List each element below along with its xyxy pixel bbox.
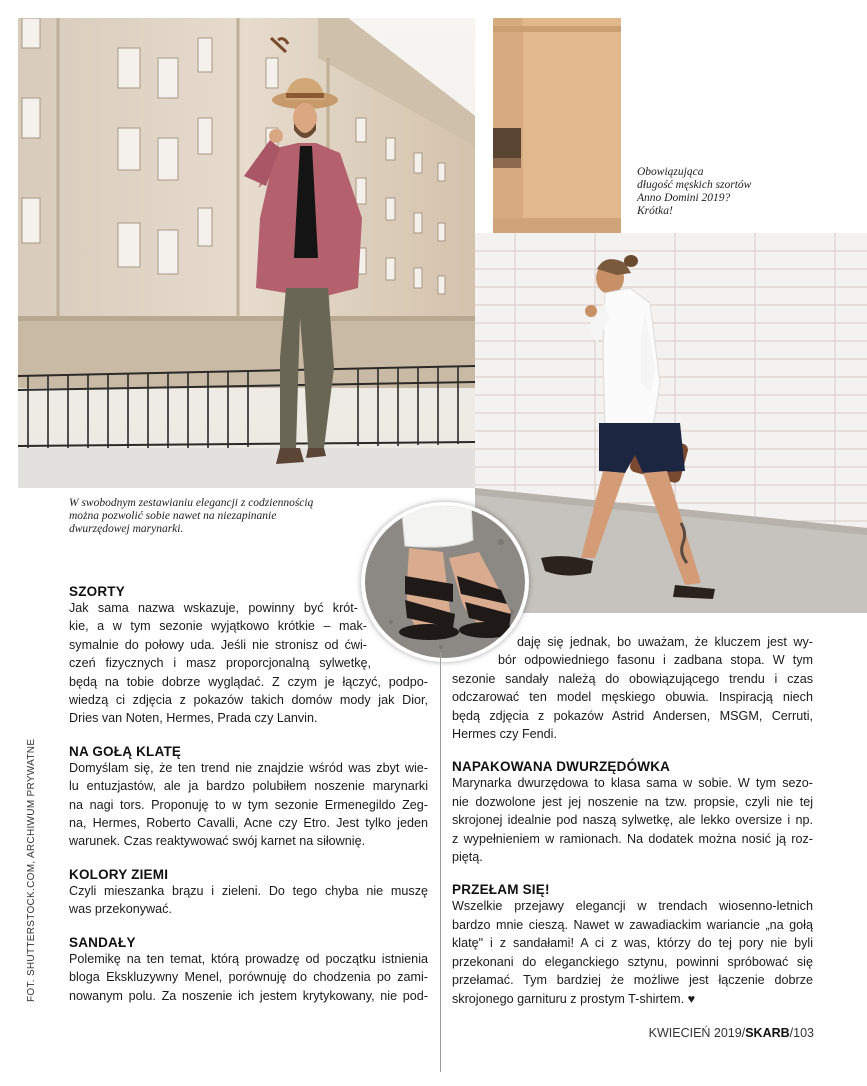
body-line: daję się jednak, bo uważam, że kluczem jest wy-	[517, 635, 813, 649]
body-line: na nagi tors. Proponuję to w tym sezonie Ermenegildo Zeg-	[69, 797, 428, 812]
body-line: warunek. Czas reaktywować swój karnet na siłownię.	[69, 834, 366, 849]
section-heading-na-gola-klate: NA GOŁĄ KLATĘ	[69, 743, 182, 759]
folio-magazine-name: SKARB	[745, 1026, 790, 1040]
body-line: Polemikę na ten temat, którą prowadzę od początku istnienia	[69, 951, 428, 966]
section-heading-przelam-sie: PRZEŁAM SIĘ!	[452, 882, 550, 898]
body-line: przekonani do eleganckiego sztynu, powinni spróbować się	[452, 954, 813, 969]
caption-shorts-length	[637, 166, 751, 218]
body-line: na, Hermes, Roberto Cavalli, Acne czy Etro. Jest tylko jeden	[69, 816, 428, 831]
caption-line: długość męskich szortów	[637, 179, 752, 191]
body-line: skrojonej idealnie pod naszą sylwetkę, ale lekko oversize i np.	[452, 813, 813, 828]
body-line: piętą.	[452, 850, 483, 865]
section-heading-sandaly: SANDAŁY	[69, 934, 136, 950]
folio-page-number: 103	[793, 1026, 814, 1040]
body-line: Domyślam się, że ten trend nie znajdzie wśród was zbyt wie-	[69, 760, 428, 775]
body-line: będą zdjęcia z pokazów Astrid Andersen, MSGM, Cerruti,	[452, 708, 813, 723]
photo-building-corner	[493, 18, 621, 233]
page-folio	[580, 1026, 814, 1040]
body-line: nowanym polu. Za noszenie ich jestem krytykowany, nie pod-	[69, 988, 428, 1003]
caption-line: Anno Domini 2019?	[637, 192, 731, 204]
body-line: Dries van Noten, Hermes, Prada czy Lanvin.	[69, 711, 318, 726]
photo-credit: FOT. SHUTTERSTOCK.COM, ARCHIWUM PRYWATNE	[26, 738, 37, 1002]
left-column	[69, 584, 428, 1005]
body-line: klatę" i z sandałami! A ci z was, którzy do tej pory nie byli	[452, 936, 813, 951]
body-line: was przekonywać.	[69, 902, 172, 917]
caption-line: Obowiązująca	[637, 166, 704, 178]
body-line: bloga Ekskluzywny Menel, porównuję do chodzenia po zami-	[69, 970, 428, 985]
caption-line: dwurzędowej marynarki.	[69, 523, 184, 535]
body-line: kie, a w tym sezonie wyjątkowo krótkie – mak-	[69, 619, 367, 634]
caption-line: W swobodnym zestawianiu elegancji z codziennością	[69, 497, 314, 509]
body-line: skrojonego garnituru z prostym T-shirtem. ♥	[452, 991, 696, 1006]
photo-man-walking-illustration	[475, 233, 867, 613]
body-line: Czyli mieszanka brązu i zieleni. Do tego chyba nie muszę	[69, 883, 428, 898]
body-line: nie dozwolone jest jej noszenie na tzw. propsie, czyli nie tej	[452, 794, 813, 809]
caption-double-breasted	[69, 497, 313, 536]
folio-month-year: KWIECIEŃ 2019	[648, 1026, 742, 1040]
photo-man-walking	[475, 233, 867, 613]
body-line: bór odpowiedniego fasonu i zadbana stopa. W tym	[498, 653, 813, 668]
photo-building-corner-illustration	[493, 18, 621, 233]
body-line: symalnie do połowy uda. Jeśli nie stronisz od ćwi-	[69, 637, 367, 652]
caption-line: Krótka!	[637, 205, 673, 217]
body-line: lu entuzjastów, ale ja bardzo polubiłem noszenie marynarki	[69, 779, 428, 794]
body-line: Jak sama nazwa wskazuje, powinny być krót-	[69, 601, 358, 615]
folio-separator: /	[741, 1026, 746, 1040]
body-line: bardzo mnie cieszą. Nawet w zawadiackim wariancie „na gołą	[452, 917, 813, 932]
body-line: będą na tobie dobrze wyglądać. Z czym je łączyć, podpo-	[69, 674, 428, 689]
body-line: Wszelkie przejawy elegancji w trendach wiosenno-letnich	[452, 899, 813, 914]
body-line: czeń fizycznych i masz proporcjonalną sylwetkę,	[69, 656, 371, 671]
body-line: odczarować ten model męskiego obuwia. Inspiracją niech	[452, 690, 813, 705]
body-line: Marynarka dwurzędowa to klasa sama w sobie. W tym sezo-	[452, 776, 813, 791]
section-heading-napakowana-dwurzedowka: NAPAKOWANA DWURZĘDÓWKA	[452, 759, 671, 775]
section-heading-szorty: SZORTY	[69, 584, 125, 599]
section-heading-kolory-ziemi: KOLORY ZIEMI	[69, 866, 169, 882]
body-line: przełamać. Tym bardziej że możliwe jest łączenie dobrze	[452, 973, 813, 988]
column-divider	[440, 652, 441, 1072]
caption-line: można pozwolić sobie nawet na niezapinanie	[69, 510, 277, 522]
body-line: sezonie sandały należą do obowiązującego trendu i czas	[452, 671, 813, 686]
body-line: wiedzą ci zdjęcia z pokazów takich domów mody jak Dior,	[69, 693, 428, 708]
photo-man-in-hat	[18, 18, 475, 488]
body-line: z wypełnieniem w ramionach. Na dodatek można nosić ją roz-	[452, 831, 813, 846]
folio-separator: /	[789, 1026, 794, 1040]
right-column	[452, 633, 813, 1008]
photo-man-in-hat-illustration	[18, 18, 475, 488]
body-line: Hermes czy Fendi.	[452, 727, 557, 742]
